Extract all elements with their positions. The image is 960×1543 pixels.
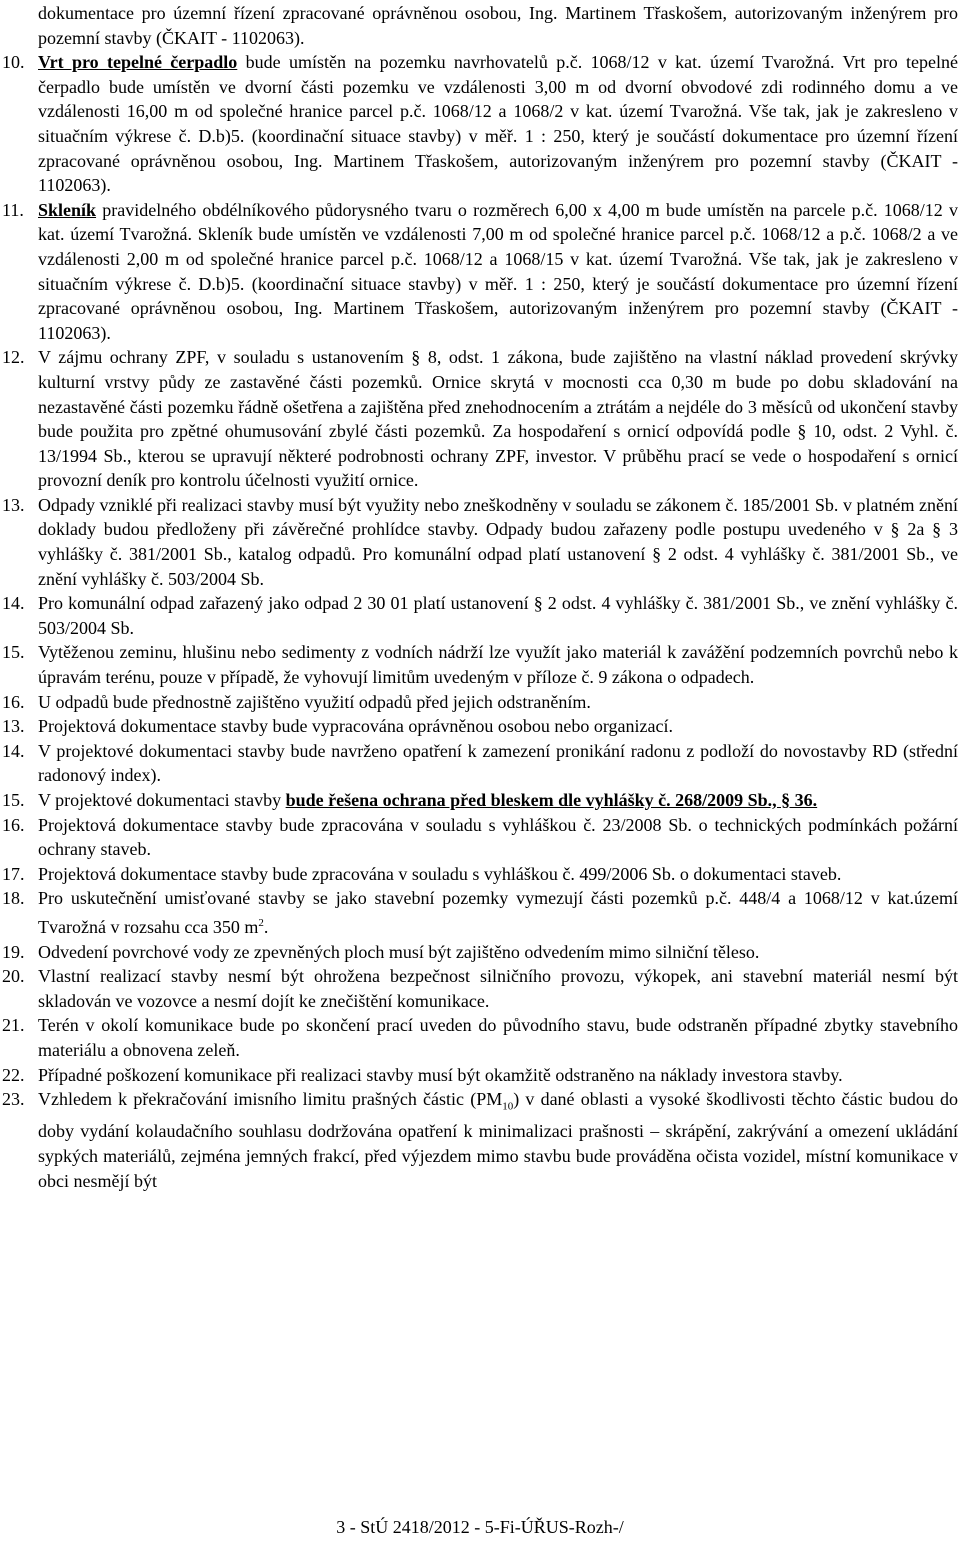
- item-text: Terén v okolí komunikace bude po skončení prací uveden do původního stavu, bude odstraněn případné zbytky stavebního materiálu a obnovena zeleň.: [38, 1015, 958, 1060]
- item-number: 18.: [2, 888, 25, 909]
- item-heading: Skleník: [38, 199, 97, 220]
- item-text: V projektové dokumentaci stavby bude řešena ochrana před bleskem dle vyhlášky č. 268/2009 Sb., § 36.: [38, 790, 818, 810]
- item-text: Vytěženou zeminu, hlušinu nebo sedimenty z vodních nádrží lze využít jako materiál k zavážění podzemních povrchů nebo k úpravám terénu, pouze v případě, že vyhovují limitům uvedeným v příloze č. 9 zákona o odpadech.: [38, 642, 958, 688]
- item-text: Pro komunální odpad zařazený jako odpad 2 30 01 platí ustanovení § 2 odst. 4 vyhlášky č. 381/2001 Sb., ve znění vyhlášky č. 503/2004 Sb.: [38, 593, 958, 638]
- item-text: Skleník pravidelného obdélníkového půdorysného tvaru o rozměrech 6,00 x 4,00 m bude umístěn na parcele p.č. 1068/12 v kat. území Tvarožná. Skleník bude umístěn ve vzdálenosti 7,00 m od společné hranice parcel p.č. 1068/12 a p.č. 1068/2 a ve vzdálenosti 2,00 m od společné hranice parcel p.č. 1068/12 a 1068/15 v kat. území Tvarožná. Vše tak, jak je zakresleno v situačním výkrese č. D.b)5. (koordinační situace stavby) v měř. 1 : 250, který je součástí dokumentace pro územní řízení zpracované oprávněnou osobou, Ing. Martinem Třaskošem, autorizovaným inženýrem pro pozemní stavby (ČKAIT - 1102063).: [38, 199, 958, 343]
- item-number: 20.: [2, 966, 25, 987]
- item-number: 15.: [2, 642, 25, 663]
- item-number: 11.: [2, 199, 24, 220]
- item-text: V projektové dokumentaci stavby bude navrženo opatření k zamezení pronikání radonu z podloží do novostavby RD (střední radonový index).: [38, 740, 958, 786]
- list-item: [0, 1013, 960, 1062]
- list-item: [0, 591, 960, 640]
- intro-text: dokumentace pro územní řízení zpracované oprávněnou osobou, Ing. Martinem Třaskošem, autorizovaným inženýrem pro pozemní stavby (ČKAIT - 1102063).: [38, 3, 958, 48]
- list-item: [0, 690, 960, 715]
- item-number: 21.: [2, 1015, 25, 1036]
- list-item: [0, 886, 960, 939]
- item-text: Pro uskutečnění umisťované stavby se jako stavební pozemky vymezují části pozemků p.č. 448/4 a 1068/12 v kat.území Tvarožná v rozsahu cca 350 $m^2$.: [38, 888, 958, 937]
- page-footer: 3 - StÚ 2418/2012 - 5-Fi-ÚŘUS-Rozh-/: [336, 1517, 624, 1537]
- item-text: Vzhledem k překračování imisního limitu prašných částic $(PM_{10})$ v dané oblasti a vysoké škodlivosti těchto částic budou do doby vydání kolaudačního souhlasu dodržována opatření k minimalizaci prašnosti – skrápění, zakrývání a omezení ukládání sypkých materiálů, zejména jemných frakcí, před výjezdem mimo stavbu bude prováděna očista vozidel, místní komunikace v obci nesmějí být: [38, 1089, 958, 1191]
- superscript: 2: [258, 916, 264, 929]
- item-number: 14.: [2, 740, 25, 761]
- list-item: [0, 714, 960, 739]
- item-number: 22.: [2, 1064, 25, 1085]
- list-item: [0, 813, 960, 862]
- item-number: 16.: [2, 691, 25, 712]
- item-text: Projektová dokumentace stavby bude vypracována oprávněnou osobou nebo organizací.: [38, 716, 673, 737]
- list-item: [0, 940, 960, 965]
- list-item: [0, 1087, 960, 1193]
- list-item: [0, 198, 960, 346]
- item-number: 10.: [2, 52, 25, 73]
- item-text: Odvedení povrchové vody ze zpevněných ploch musí být zajištěno odvedením mimo silniční těleso.: [38, 941, 760, 962]
- subscript: 10: [502, 1100, 514, 1113]
- item-text: U odpadů bude přednostně zajištěno využití odpadů před jejich odstraněním.: [38, 691, 591, 712]
- intro-continuation: [0, 1, 960, 50]
- item-number: 13.: [2, 716, 25, 737]
- list-item: [0, 345, 960, 493]
- list-item: [0, 640, 960, 689]
- item-number: 23.: [2, 1089, 25, 1110]
- item-number: 12.: [2, 347, 25, 368]
- item-text: Projektová dokumentace stavby bude zpracována v souladu s vyhláškou č. 23/2008 Sb. o technických podmínkách požární ochrany staveb.: [38, 814, 958, 860]
- list-item: [0, 493, 960, 591]
- item-text: V zájmu ochrany ZPF, v souladu s ustanovením § 8, odst. 1 zákona, bude zajištěno na vlastní náklad provedení skrývky kulturní vrstvy půdy ze zastavěné části pozemků. Ornice skrytá v mocnosti cca 0,30 m bude po dobu skladování na nezastavěné části pozemku řádně ošetřena a zajištěna před znehodnocením a ztrátám a nejdéle do 3 měsíců od ukončení stavby bude použita pro zpětné ohumusování zbylé části pozemků. Za hospodaření s ornicí odpovídá podle § 10, odst. 2 Vyhl. č. 13/1994 Sb., kterou se upravují některé podrobnosti ochrany ZPF, investor. V průběhu prací se vede o hospodaření s ornicí provozní deník pro kontrolu účelnosti využití ornice.: [38, 347, 958, 491]
- item-number: 17.: [2, 863, 25, 884]
- item-text: Projektová dokumentace stavby bude zpracována v souladu s vyhláškou č. 499/2006 Sb. o dokumentaci staveb.: [38, 863, 842, 884]
- item-text: Vrt pro tepelné čerpadlo bude umístěn na pozemku navrhovatelů p.č. 1068/12 v kat. území Tvarožná. Vrt pro tepelné čerpadlo bude umístěn ve dvorní části pozemku ve vzdálenosti 3,00 m od dvorní obvodové zdi rodinného domu a ve vzdálenosti 16,00 m od společné hranice parcel p.č. 1068/12 a 1068/2 v kat. území Tvarožná. Vše tak, jak je zakresleno v situačním výkrese č. D.b)5. (koordinační situace stavby) v měř. 1 : 250, který je součástí dokumentace pro územní řízení zpracované oprávněnou osobou, Ing. Martinem Třaskošem, autorizovaným inženýrem pro pozemní stavby (ČKAIT - 1102063).: [38, 52, 958, 196]
- list-item: [0, 739, 960, 788]
- list-item: [0, 788, 960, 813]
- item-heading: Vrt pro tepelné čerpadlo: [38, 52, 238, 73]
- list-item: [0, 862, 960, 887]
- list-item: [0, 1063, 960, 1088]
- item-number: 15.: [2, 790, 25, 810]
- item-text: Odpady vzniklé při realizaci stavby musí být využity nebo zneškodněny v souladu se zákonem č. 185/2001 Sb. v platném znění doklady budou předloženy při závěrečné prohlídce stavby. Odpady budou zařazeny podle postupu uvedeného v § 2a § 3 vyhlášky č. 381/2001 Sb., katalog odpadů. Pro komunální odpad platí ustanovení § 2 odst. 4 vyhlášky č. 381/2001 Sb., ve znění vyhlášky č. 503/2004 Sb.: [38, 494, 958, 589]
- item-text: Vlastní realizací stavby nesmí být ohrožena bezpečnost silničního provozu, výkopek, ani stavební materiál nesmí být skladován ve vozovce a nesmí dojít ke znečištění komunikace.: [38, 966, 958, 1011]
- item-text: Případné poškození komunikace při realizaci stavby musí být okamžitě odstraněno na náklady investora stavby.: [38, 1064, 843, 1085]
- item-emphasis: bude řešena ochrana před bleskem dle vyhlášky č. 268/2009 Sb., § 36.: [285, 790, 818, 810]
- item-number: 14.: [2, 593, 25, 614]
- item-number: 13.: [2, 494, 25, 515]
- item-number: 19.: [2, 941, 25, 962]
- list-item: [0, 964, 960, 1013]
- item-number: 16.: [2, 814, 25, 835]
- list-item: [0, 50, 960, 198]
